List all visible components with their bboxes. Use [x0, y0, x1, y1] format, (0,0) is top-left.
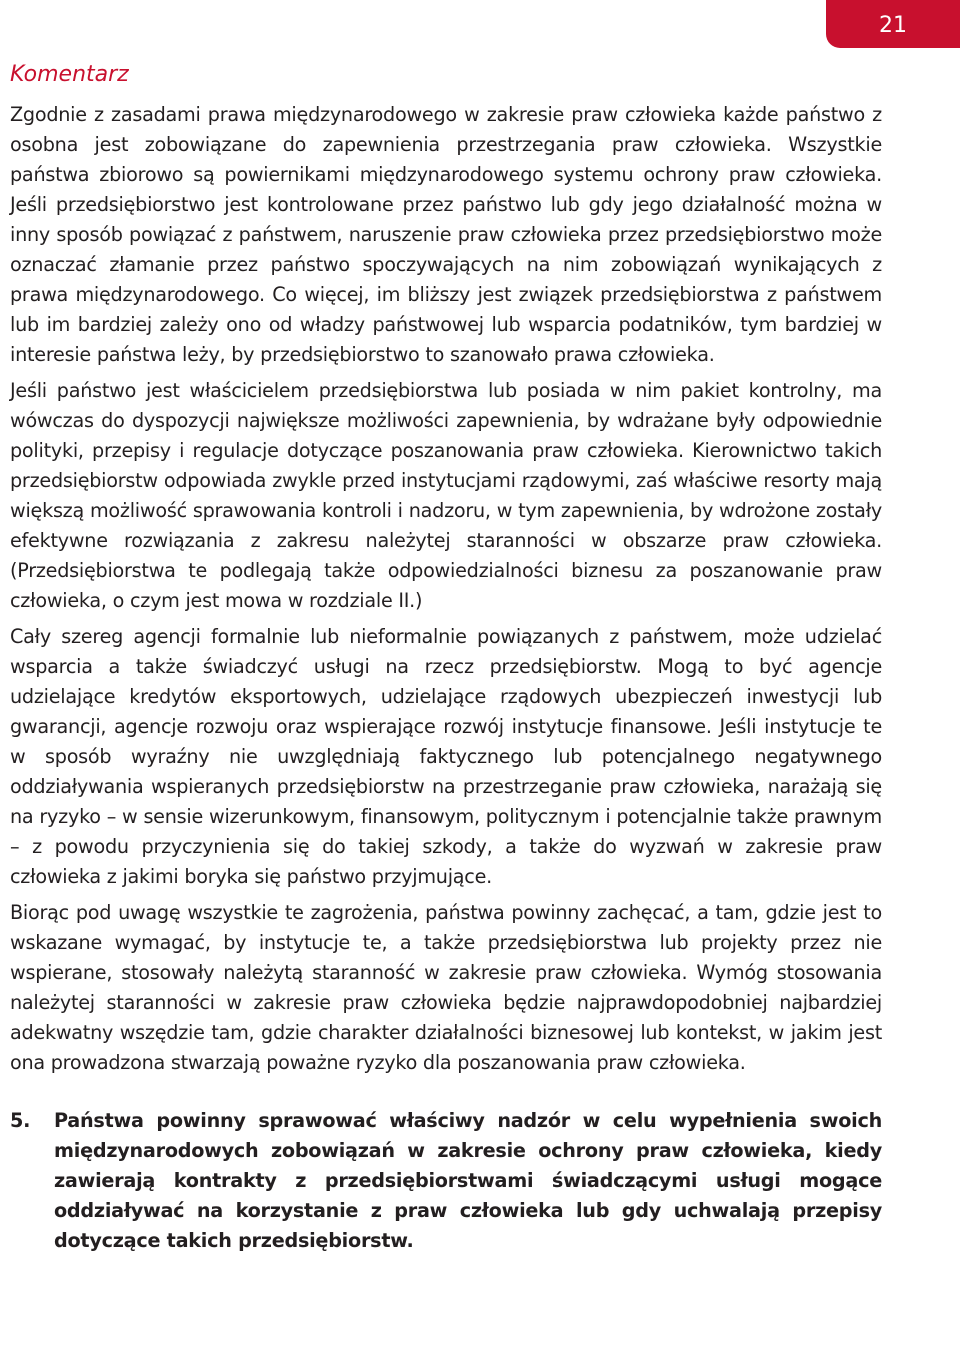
paragraph-2: Jeśli państwo jest właścicielem przedsiębiorstwa lub posiada w nim pakiet kontrolny, ma wówczas do dyspozycji największe możliwości zapewnienia, by wdrażane były odpowiednie polityki, przepisy i regulacje dotyczące poszanowania praw człowieka. Kierownictwo takich przedsiębiorstw odpowiada zwykle przed instytucjami rządowymi, zaś właściwe resorty mają większą możliwość sprawowania kontroli i nadzoru, w tym zapewnienia, by wdrożone zostały efektywne rozwiązania z zakresu należytej staranności w obszarze praw człowieka. (Przedsiębiorstwa te podlegają także odpowiedzialności biznesu za poszanowanie praw człowieka, o czym jest mowa w rozdziale II.): [10, 379, 882, 612]
paragraph-1: Zgodnie z zasadami prawa międzynarodowego w zakresie praw człowieka każde państwo z osobna jest zobowiązane do zapewnienia przestrzegania praw człowieka. Wszystkie państwa zbiorowo są powiernikami międzynarodowego systemu ochrony praw człowieka. Jeśli przedsiębiorstwo jest kontrolowane przez państwo lub gdy jego działalność można w inny sposób powiązać z państwem, naruszenie praw człowieka przez przedsiębiorstwo może oznaczać złamanie przez państwo spoczywających na nim zobowiązań wynikających z prawa międzynarodowego. Co więcej, im bliższy jest związek przedsiębiorstwa z państwem lub im bardziej zależy ono od władzy państwowej lub wsparcia podatników, tym bardziej w interesie państwa leży, by przedsiębiorstwo to szanowało prawa człowieka.: [10, 103, 882, 366]
numbered-principle-5: [10, 1106, 882, 1256]
page-number: 21: [879, 13, 907, 38]
paragraph-3: Cały szereg agencji formalnie lub nieformalnie powiązanych z państwem, może udzielać wsparcia a także świadczyć usługi na rzecz przedsiębiorstw. Mogą to być agencje udzielające kredytów eksportowych, udzielające rządowych ubezpieczeń inwestycji lub gwarancji, agencje rozwoju oraz wspierające rozwój instytucje finansowe. Jeśli instytucje te w sposób wyraźny nie uwzględniają faktycznego lub potencjalnego negatywnego oddziaływania wspieranych przedsiębiorstw na przestrzeganie praw człowieka, narażają się na ryzyko – w sensie wizerunkowym, finansowym, politycznym i potencjalnie także prawnym – z powodu przyczynienia się do takiej szkody, a także do wyzwań w zakresie praw człowieka z jakimi boryka się państwo przyjmujące.: [10, 625, 882, 888]
page-number-tab: [826, 0, 960, 48]
item-number: 5.: [10, 1109, 31, 1132]
section-title: Komentarz: [10, 62, 129, 87]
item-text: Państwa powinny sprawować właściwy nadzór w celu wypełnienia swoich międzynarodowych zobowiązań w zakresie ochrony praw człowieka, kiedy zawierają kontrakty z przedsiębiorstwami świadczącymi usługi mogące oddziaływać na korzystanie z praw człowieka lub gdy uchwalają przepisy dotyczące takich przedsiębiorstw.: [54, 1109, 882, 1252]
paragraph-4: Biorąc pod uwagę wszystkie te zagrożenia, państwa powinny zachęcać, a tam, gdzie jest to wskazane wymagać, by instytucje te, a także przedsiębiorstwa lub projekty przez nie wspierane, stosowały należytą staranność w zakresie praw człowieka. Wymóg stosowania należytej staranności w zakresie praw człowieka będzie najprawdopodobniej najbardziej adekwatny wszędzie tam, gdzie charakter działalności biznesowej lub kontekst, w jakim jest ona prowadzona stwarzają poważne ryzyko dla poszanowania praw człowieka.: [10, 901, 882, 1074]
page-content: [10, 60, 882, 1256]
